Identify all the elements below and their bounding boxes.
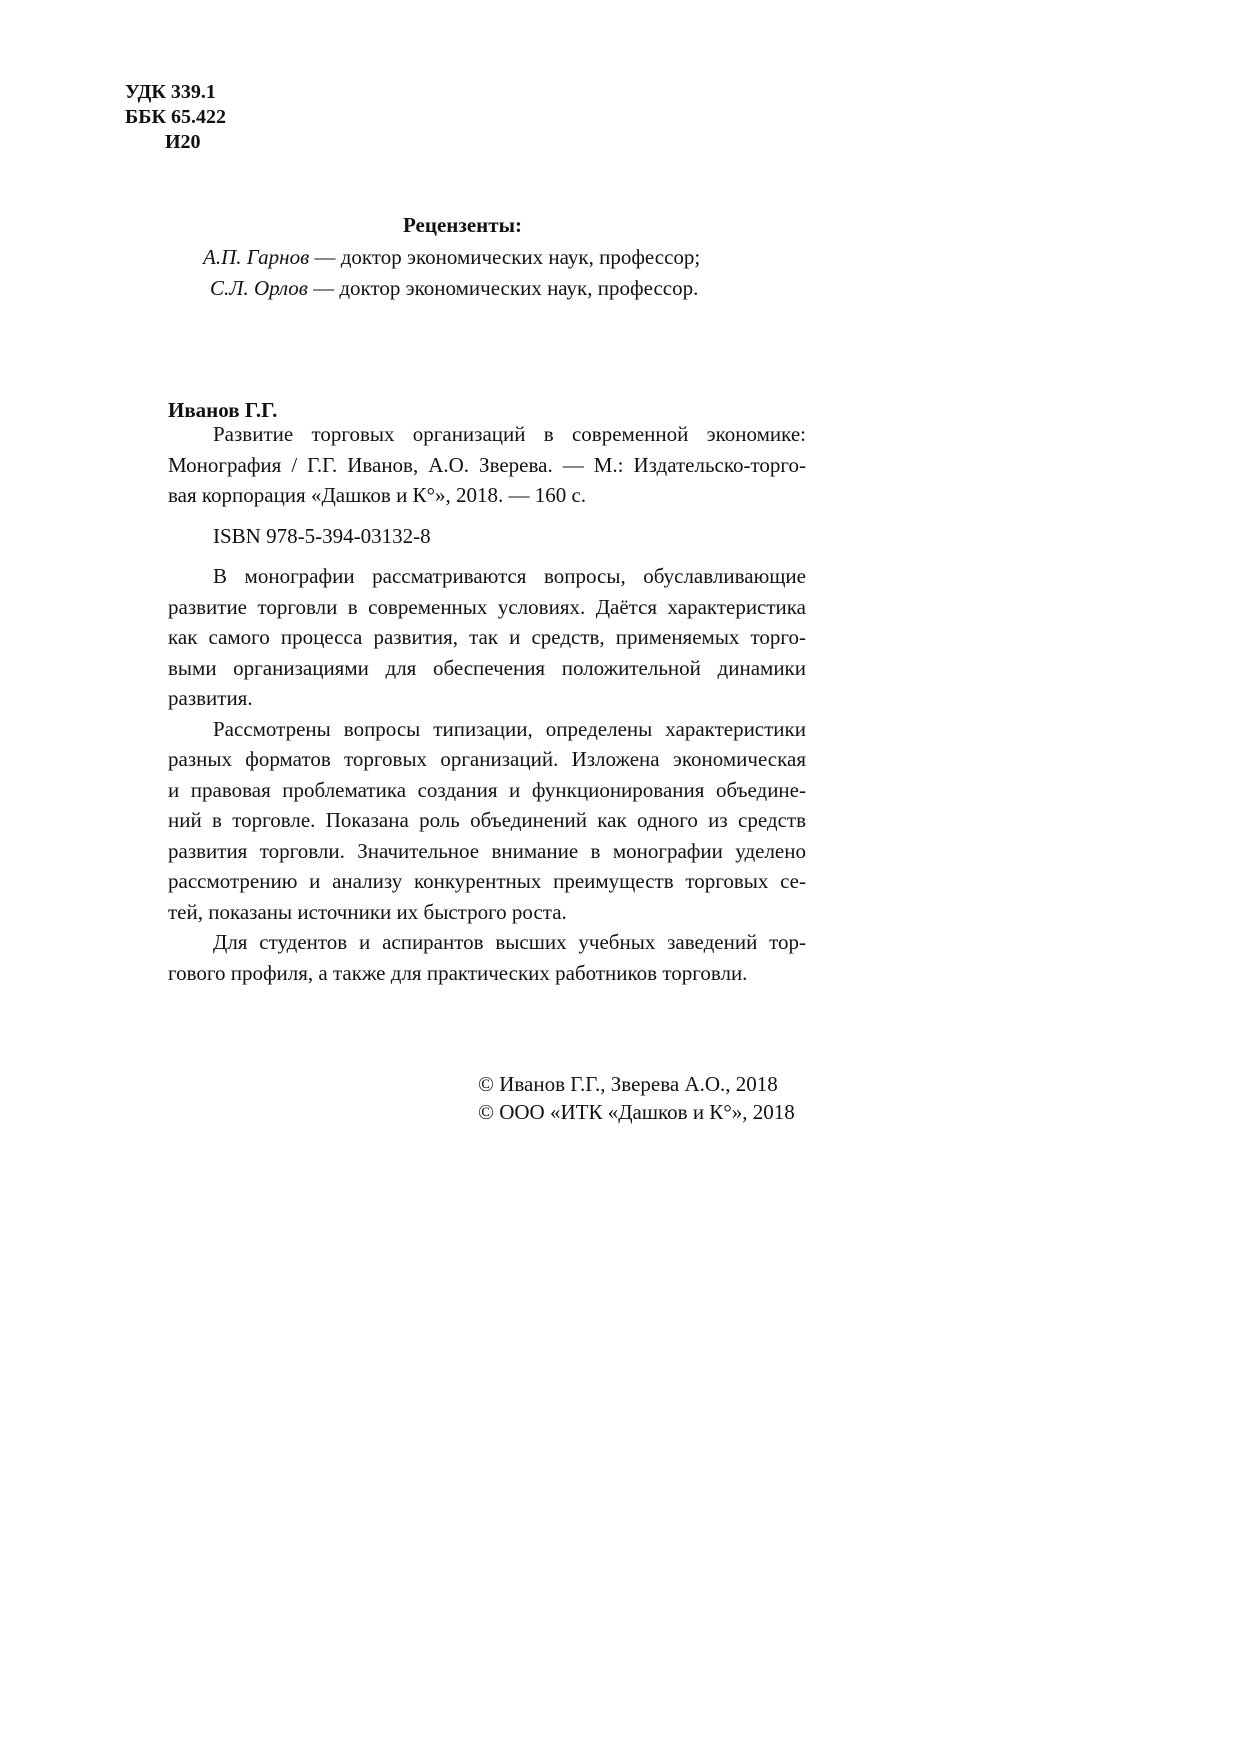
copyright-authors: © Иванов Г.Г., Зверева А.О., 2018 (478, 1072, 778, 1096)
isbn: ISBN 978-5-394-03132-8 (213, 524, 431, 548)
text-line: гового профиля, а также для практических работников торговли. (168, 960, 748, 985)
text-line: вая корпорация «Дашков и К°», 2018. — 160 с. (168, 483, 587, 507)
classification-codes (125, 80, 226, 155)
reviewer-description: — доктор экономических наук, профессор; (309, 245, 701, 269)
text-line: тей, показаны источники их быстрого роста. (168, 899, 567, 924)
text-line: как самого процесса развития, так и средств, применяемых торго- (168, 625, 806, 649)
reviewer-line (203, 245, 700, 270)
text-line: Развитие торговых организаций в современной экономике: (213, 422, 806, 446)
copyright-publisher: © ООО «ИТК «Дашков и К°», 2018 (478, 1100, 795, 1124)
text-line: Для студентов и аспирантов высших учебных заведений тор- (213, 930, 806, 954)
text-line: развития торговли. Значительное внимание в монографии уделено (168, 838, 806, 863)
text-line: выми организациями для обеспечения положительной динамики (168, 655, 806, 680)
bibliographic-description (168, 419, 806, 511)
reviewer-line (210, 276, 698, 301)
reviewers-heading: Рецензенты: (403, 213, 522, 237)
author-name: Иванов Г.Г. (168, 398, 278, 422)
reviewer-description: — доктор экономических наук, профессор. (307, 276, 699, 300)
text-line: Рассмотрены вопросы типизации, определены характеристики (213, 716, 806, 741)
text-line: рассмотрению и анализу конкурентных преимуществ торговых се- (168, 869, 806, 893)
text-line: Монография / Г.Г. Иванов, А.О. Зверева. — М.: Издательско-торго- (168, 452, 806, 477)
udk-code: УДК 339.1 (125, 81, 216, 103)
text-line: разных форматов торговых организаций. Изложена экономическая (168, 747, 806, 771)
author-mark: И20 (165, 131, 201, 153)
text-line: и правовая проблематика создания и функционирования объедине- (168, 777, 806, 802)
bbk-code: ББК 65.422 (125, 106, 226, 128)
text-line: В монографии рассматриваются вопросы, обуславливающие (213, 564, 806, 588)
reviewer-name: А.П. Гарнов (203, 245, 310, 269)
text-line: ний в торговле. Показана роль объединений как одного из средств (168, 808, 806, 832)
text-line: развитие торговли в современных условиях. Даётся характеристика (168, 594, 806, 619)
abstract (168, 561, 806, 988)
reviewer-name: С.Л. Орлов (210, 276, 308, 300)
text-line: развития. (168, 686, 253, 710)
